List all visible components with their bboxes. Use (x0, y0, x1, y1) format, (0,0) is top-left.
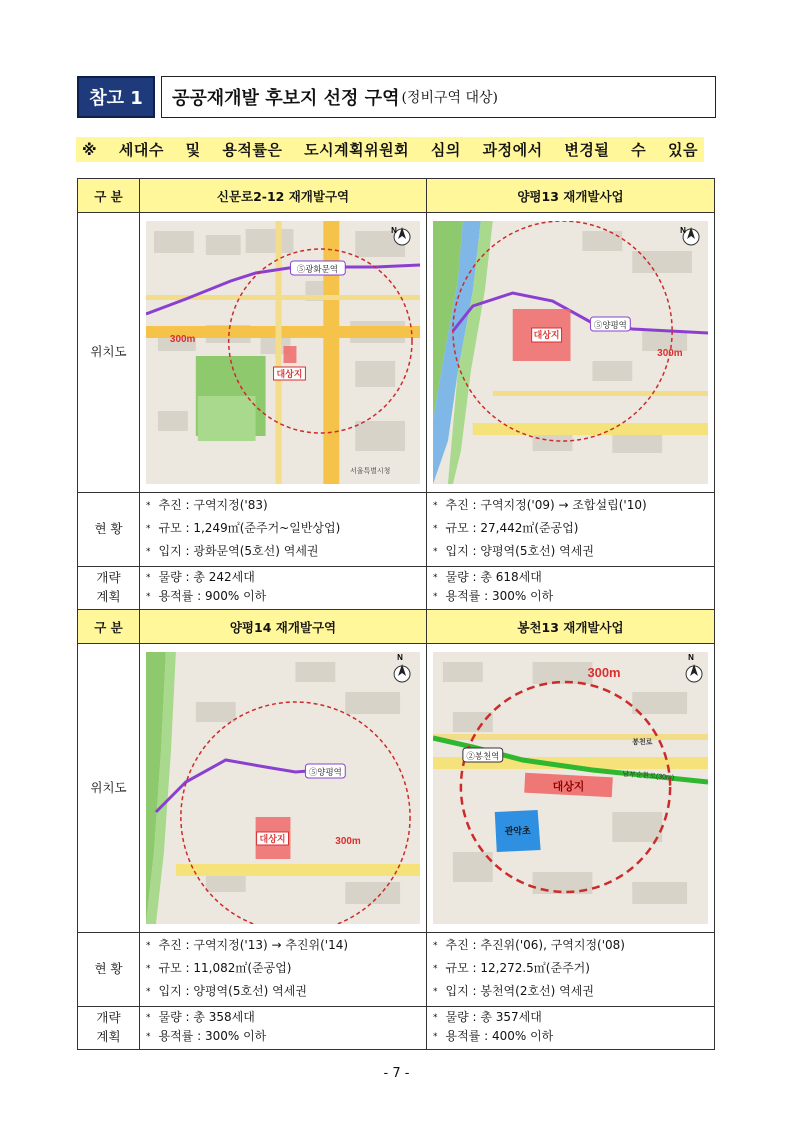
location-map (433, 221, 708, 484)
plan-row (78, 567, 715, 610)
row-label-plan (78, 567, 140, 610)
radius-label: 300m (587, 664, 621, 681)
status-cell (427, 493, 715, 567)
status-item: * 규모 : 27,442㎡(준공업) (433, 518, 714, 541)
row-label-status: 현 황 (78, 933, 140, 1007)
plan-item: * 물량 : 총 618세대 (433, 569, 714, 588)
map-row (78, 213, 715, 493)
notice-word: 용적률은 (222, 141, 283, 159)
status-item: * 입지 : 봉천역(2호선) 역세권 (433, 981, 714, 1004)
section-header (77, 76, 716, 118)
status-item: * 추진 : 구역지정('13) → 추진위('14) (146, 935, 426, 958)
plan-label-line: 계획 (96, 1029, 121, 1044)
status-cell (427, 933, 715, 1007)
plan-cell (140, 567, 427, 610)
target-label: 대상지 (533, 329, 560, 341)
plan-label-line: 개략 (96, 570, 121, 586)
status-item: * 입지 : 양평역(5호선) 역세권 (433, 541, 714, 564)
map-cell (427, 213, 715, 493)
notice-word: ※ (82, 140, 98, 159)
radius-label: 300m (169, 333, 196, 346)
radius-label: 300m (657, 347, 683, 360)
notice-word: 세대수 (118, 141, 164, 159)
notice-word: 심의 (430, 141, 461, 159)
location-map (433, 652, 708, 924)
header-label: 구 분 (78, 610, 140, 644)
notice-word: 변경될 (564, 141, 610, 159)
page-number: - 7 - (383, 1066, 410, 1081)
status-row (78, 933, 715, 1007)
notice-word: 있음 (667, 141, 698, 159)
plan-cell (140, 1007, 427, 1050)
row-label-plan (78, 1007, 140, 1050)
site-name: 양평13 재개발사업 (427, 179, 715, 213)
location-map (146, 221, 420, 484)
status-item: * 입지 : 양평역(5호선) 역세권 (146, 981, 426, 1004)
map-cell (140, 644, 427, 933)
site-name: 신문로2-12 재개발구역 (140, 179, 427, 213)
target-label: 대상지 (259, 833, 286, 845)
radius-label: 300m (335, 835, 361, 848)
site-table (77, 178, 715, 1050)
row-label-status: 현 황 (78, 493, 140, 567)
svg-text:N: N (397, 652, 403, 663)
status-item: * 규모 : 11,082㎡(준공업) (146, 958, 426, 981)
svg-text:N: N (680, 225, 686, 236)
map-row (78, 644, 715, 933)
title-box (161, 76, 716, 118)
status-item: * 추진 : 구역지정('09) → 조합설립('10) (433, 495, 714, 518)
svg-text:N: N (688, 652, 694, 663)
status-item: * 추진 : 추진위('06), 구역지정('08) (433, 935, 714, 958)
plan-label-line: 개략 (96, 1010, 121, 1026)
plan-item: * 물량 : 총 242세대 (146, 569, 426, 588)
header-label: 구 분 (78, 179, 140, 213)
status-item: * 규모 : 12,272.5㎡(준주거) (433, 958, 714, 981)
status-cell (140, 493, 427, 567)
plan-item: * 물량 : 총 358세대 (146, 1009, 426, 1028)
status-item: * 입지 : 광화문역(5호선) 역세권 (146, 541, 426, 564)
status-row (78, 493, 715, 567)
page-subtitle: (정비구역 대상) (401, 90, 498, 106)
plan-row (78, 1007, 715, 1050)
map-cell (427, 644, 715, 933)
target-label: 대상지 (276, 368, 303, 380)
map-cell (140, 213, 427, 493)
status-cell (140, 933, 427, 1007)
notice-banner (76, 137, 704, 162)
status-item: * 규모 : 1,249㎡(준주거~일반상업) (146, 518, 426, 541)
notice-word: 도시계획위원회 (304, 141, 410, 159)
row-label-location: 위치도 (78, 213, 140, 493)
road-label: 남부순환로(30m) (622, 771, 675, 782)
plan-cell (427, 1007, 715, 1050)
plan-item: * 용적률 : 300% 이하 (146, 1028, 426, 1047)
svg-text:N: N (391, 225, 397, 236)
notice-word: 및 (185, 141, 201, 159)
school-label: 관악초 (504, 825, 531, 837)
plan-cell (427, 567, 715, 610)
plan-item: * 물량 : 총 357세대 (433, 1009, 714, 1028)
plan-item: * 용적률 : 400% 이하 (433, 1028, 714, 1047)
station-label: ⑤광화문역 (296, 263, 338, 275)
table-header-row (78, 610, 715, 644)
status-item: * 추진 : 구역지정('83) (146, 495, 426, 518)
reference-tag: 참고 1 (77, 76, 155, 118)
plan-item: * 용적률 : 300% 이하 (433, 588, 714, 607)
area-label: 봉천로 (632, 738, 653, 747)
notice-word: 과정에서 (482, 141, 543, 159)
table-header-row (78, 179, 715, 213)
plan-label-line: 계획 (96, 589, 121, 604)
site-name: 봉천13 재개발사업 (427, 610, 715, 644)
plan-item: * 용적률 : 900% 이하 (146, 588, 426, 607)
site-name: 양평14 재개발구역 (140, 610, 427, 644)
cityhall-label: 서울특별시청 (350, 467, 391, 476)
page-title: 공공재개발 후보지 선정 구역 (172, 88, 400, 109)
station-label: ⑤양평역 (593, 319, 627, 331)
station-label: ②봉천역 (466, 750, 500, 762)
station-label: ⑤양평역 (308, 766, 342, 778)
location-map (146, 652, 420, 924)
notice-word: 수 (631, 141, 647, 159)
row-label-location: 위치도 (78, 644, 140, 933)
target-label: 대상지 (552, 780, 585, 794)
